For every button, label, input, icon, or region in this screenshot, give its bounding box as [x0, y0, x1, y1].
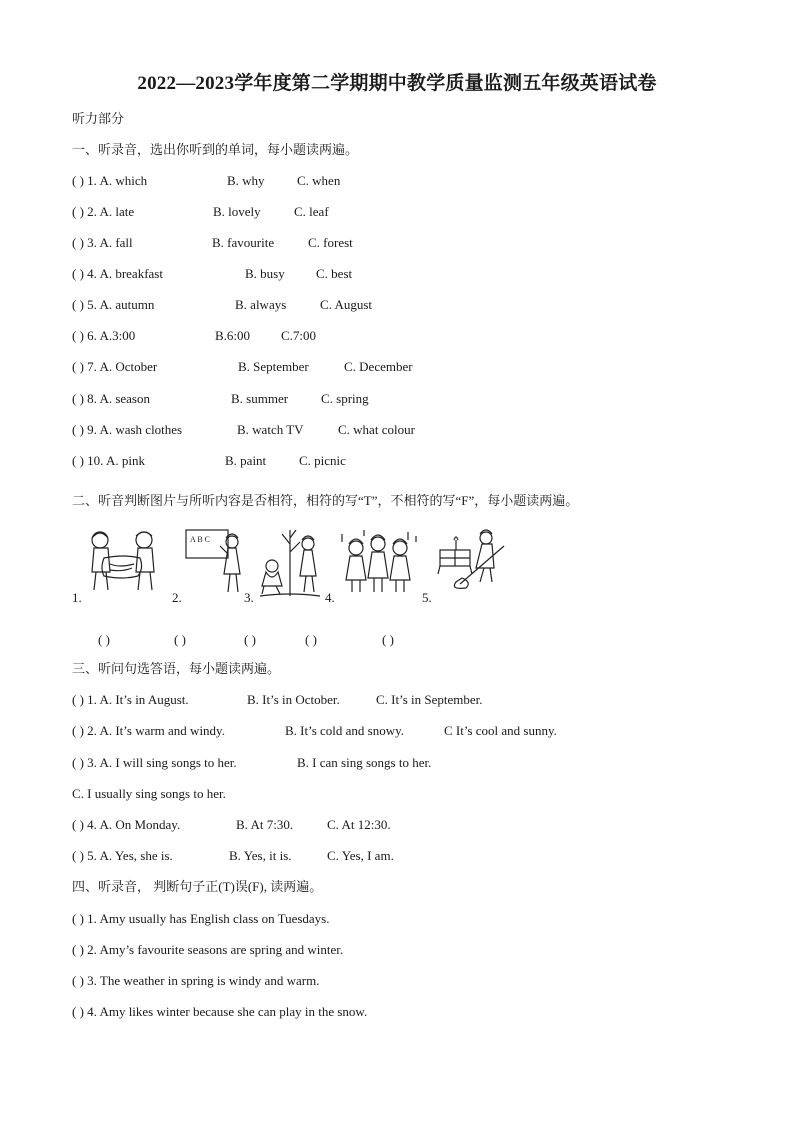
option-c: C. leaf — [294, 204, 329, 219]
option-c: C. spring — [321, 391, 369, 406]
section2-heading: 二、听音判断图片与所听内容是否相符，相符的写“T”，不相符的写“F”，每小题读两遍。 — [72, 493, 579, 508]
option-a: ( ) 7. A. October — [72, 359, 158, 374]
picture-number-5: 5. — [422, 590, 432, 605]
option-a: ( ) 4. A. breakfast — [72, 266, 163, 281]
option-b: B. busy — [245, 266, 285, 281]
picture-number-3: 3. — [244, 590, 254, 605]
listening-label: 听力部分 — [72, 111, 125, 126]
option-c: C.7:00 — [281, 328, 317, 343]
option-a: ( ) 4. A. On Monday. — [72, 817, 181, 832]
option-b: B. At 7:30. — [236, 817, 294, 832]
option-a: ( ) 1. A. It’s in August. — [72, 692, 189, 707]
option-b: B.6:00 — [215, 328, 251, 343]
option-b: B. lovely — [213, 204, 261, 219]
option-a: ( ) 2. A. It’s warm and windy. — [72, 723, 225, 738]
page-title: 2022—2023学年度第二学期期中教学质量监测五年级英语试卷 — [137, 73, 657, 94]
option-b: B. September — [238, 359, 309, 374]
option-a: ( ) 6. A.3:00 — [72, 328, 136, 343]
answer-blank-3[interactable]: ( ) — [244, 632, 256, 647]
board-letters: A B C — [190, 535, 211, 544]
option-b: B. It’s cold and snowy. — [285, 723, 405, 738]
option-c: C. December — [344, 359, 413, 374]
answer-blank-1[interactable]: ( ) — [98, 632, 110, 647]
picture-number-4: 4. — [325, 590, 335, 605]
option-c: C. It’s in September. — [376, 692, 483, 707]
option-c: C. Yes, I am. — [327, 848, 394, 863]
teacher-blackboard-picture — [182, 526, 248, 598]
option-b: B. It’s in October. — [247, 692, 340, 707]
option-a: ( ) 2. A. late — [72, 204, 135, 219]
option-b: B. paint — [225, 453, 267, 468]
option-c: C. forest — [308, 235, 353, 250]
section4-heading: 四、听录音， 判断句子正(T)误(F), 读两遍。 — [72, 879, 323, 894]
option-b: B. Yes, it is. — [229, 848, 292, 863]
option-a: ( ) 1. A. which — [72, 173, 148, 188]
s4-statement-2: ( ) 2. Amy’s favourite seasons are spring and winter. — [72, 942, 344, 957]
option-a: ( ) 3. A. I will sing songs to her. — [72, 755, 237, 770]
option-b: B. watch TV — [237, 422, 304, 437]
option-c: C It’s cool and sunny. — [444, 723, 557, 738]
s4-statement-1: ( ) 1. Amy usually has English class on Tuesdays. — [72, 911, 330, 926]
s4-statement-3: ( ) 3. The weather in spring is windy and warm. — [72, 973, 320, 988]
section1-heading: 一、听录音，选出你听到的单词，每小题读两遍。 — [72, 142, 359, 157]
answer-blank-5[interactable]: ( ) — [382, 632, 394, 647]
section3-heading: 三、听问句选答语，每小题读两遍。 — [72, 661, 281, 676]
girl-sweeping-picture — [434, 526, 510, 598]
planting-tree-picture — [256, 526, 326, 602]
option-b: B. always — [235, 297, 287, 312]
option-a: ( ) 5. A. Yes, she is. — [72, 848, 173, 863]
option-a: ( ) 9. A. wash clothes — [72, 422, 183, 437]
picture-row — [72, 526, 532, 610]
option-c: C. At 12:30. — [327, 817, 391, 832]
s4-statement-4: ( ) 4. Amy likes winter because she can play in the snow. — [72, 1004, 368, 1019]
option-b: B. why — [227, 173, 265, 188]
kids-washing-clothes-picture — [82, 526, 166, 598]
option-b: B. favourite — [212, 235, 275, 250]
option-c: C. August — [320, 297, 373, 312]
section2-answer-blanks — [0, 632, 794, 648]
option-b: B. summer — [231, 391, 289, 406]
option-c: C. what colour — [338, 422, 415, 437]
option-c: C. picnic — [299, 453, 346, 468]
option-c: C. best — [316, 266, 353, 281]
picture-number-1: 1. — [72, 590, 82, 605]
option-a: ( ) 3. A. fall — [72, 235, 133, 250]
option-a: ( ) 5. A. autumn — [72, 297, 155, 312]
option-a: ( ) 10. A. pink — [72, 453, 145, 468]
answer-blank-4[interactable]: ( ) — [305, 632, 317, 647]
picture-number-2: 2. — [172, 590, 182, 605]
option-a: ( ) 8. A. season — [72, 391, 150, 406]
s3-question-3-option-c: C. I usually sing songs to her. — [72, 786, 226, 801]
girls-singing-picture — [336, 526, 422, 598]
answer-blank-2[interactable]: ( ) — [174, 632, 186, 647]
option-b: B. I can sing songs to her. — [297, 755, 432, 770]
option-c: C. when — [297, 173, 341, 188]
